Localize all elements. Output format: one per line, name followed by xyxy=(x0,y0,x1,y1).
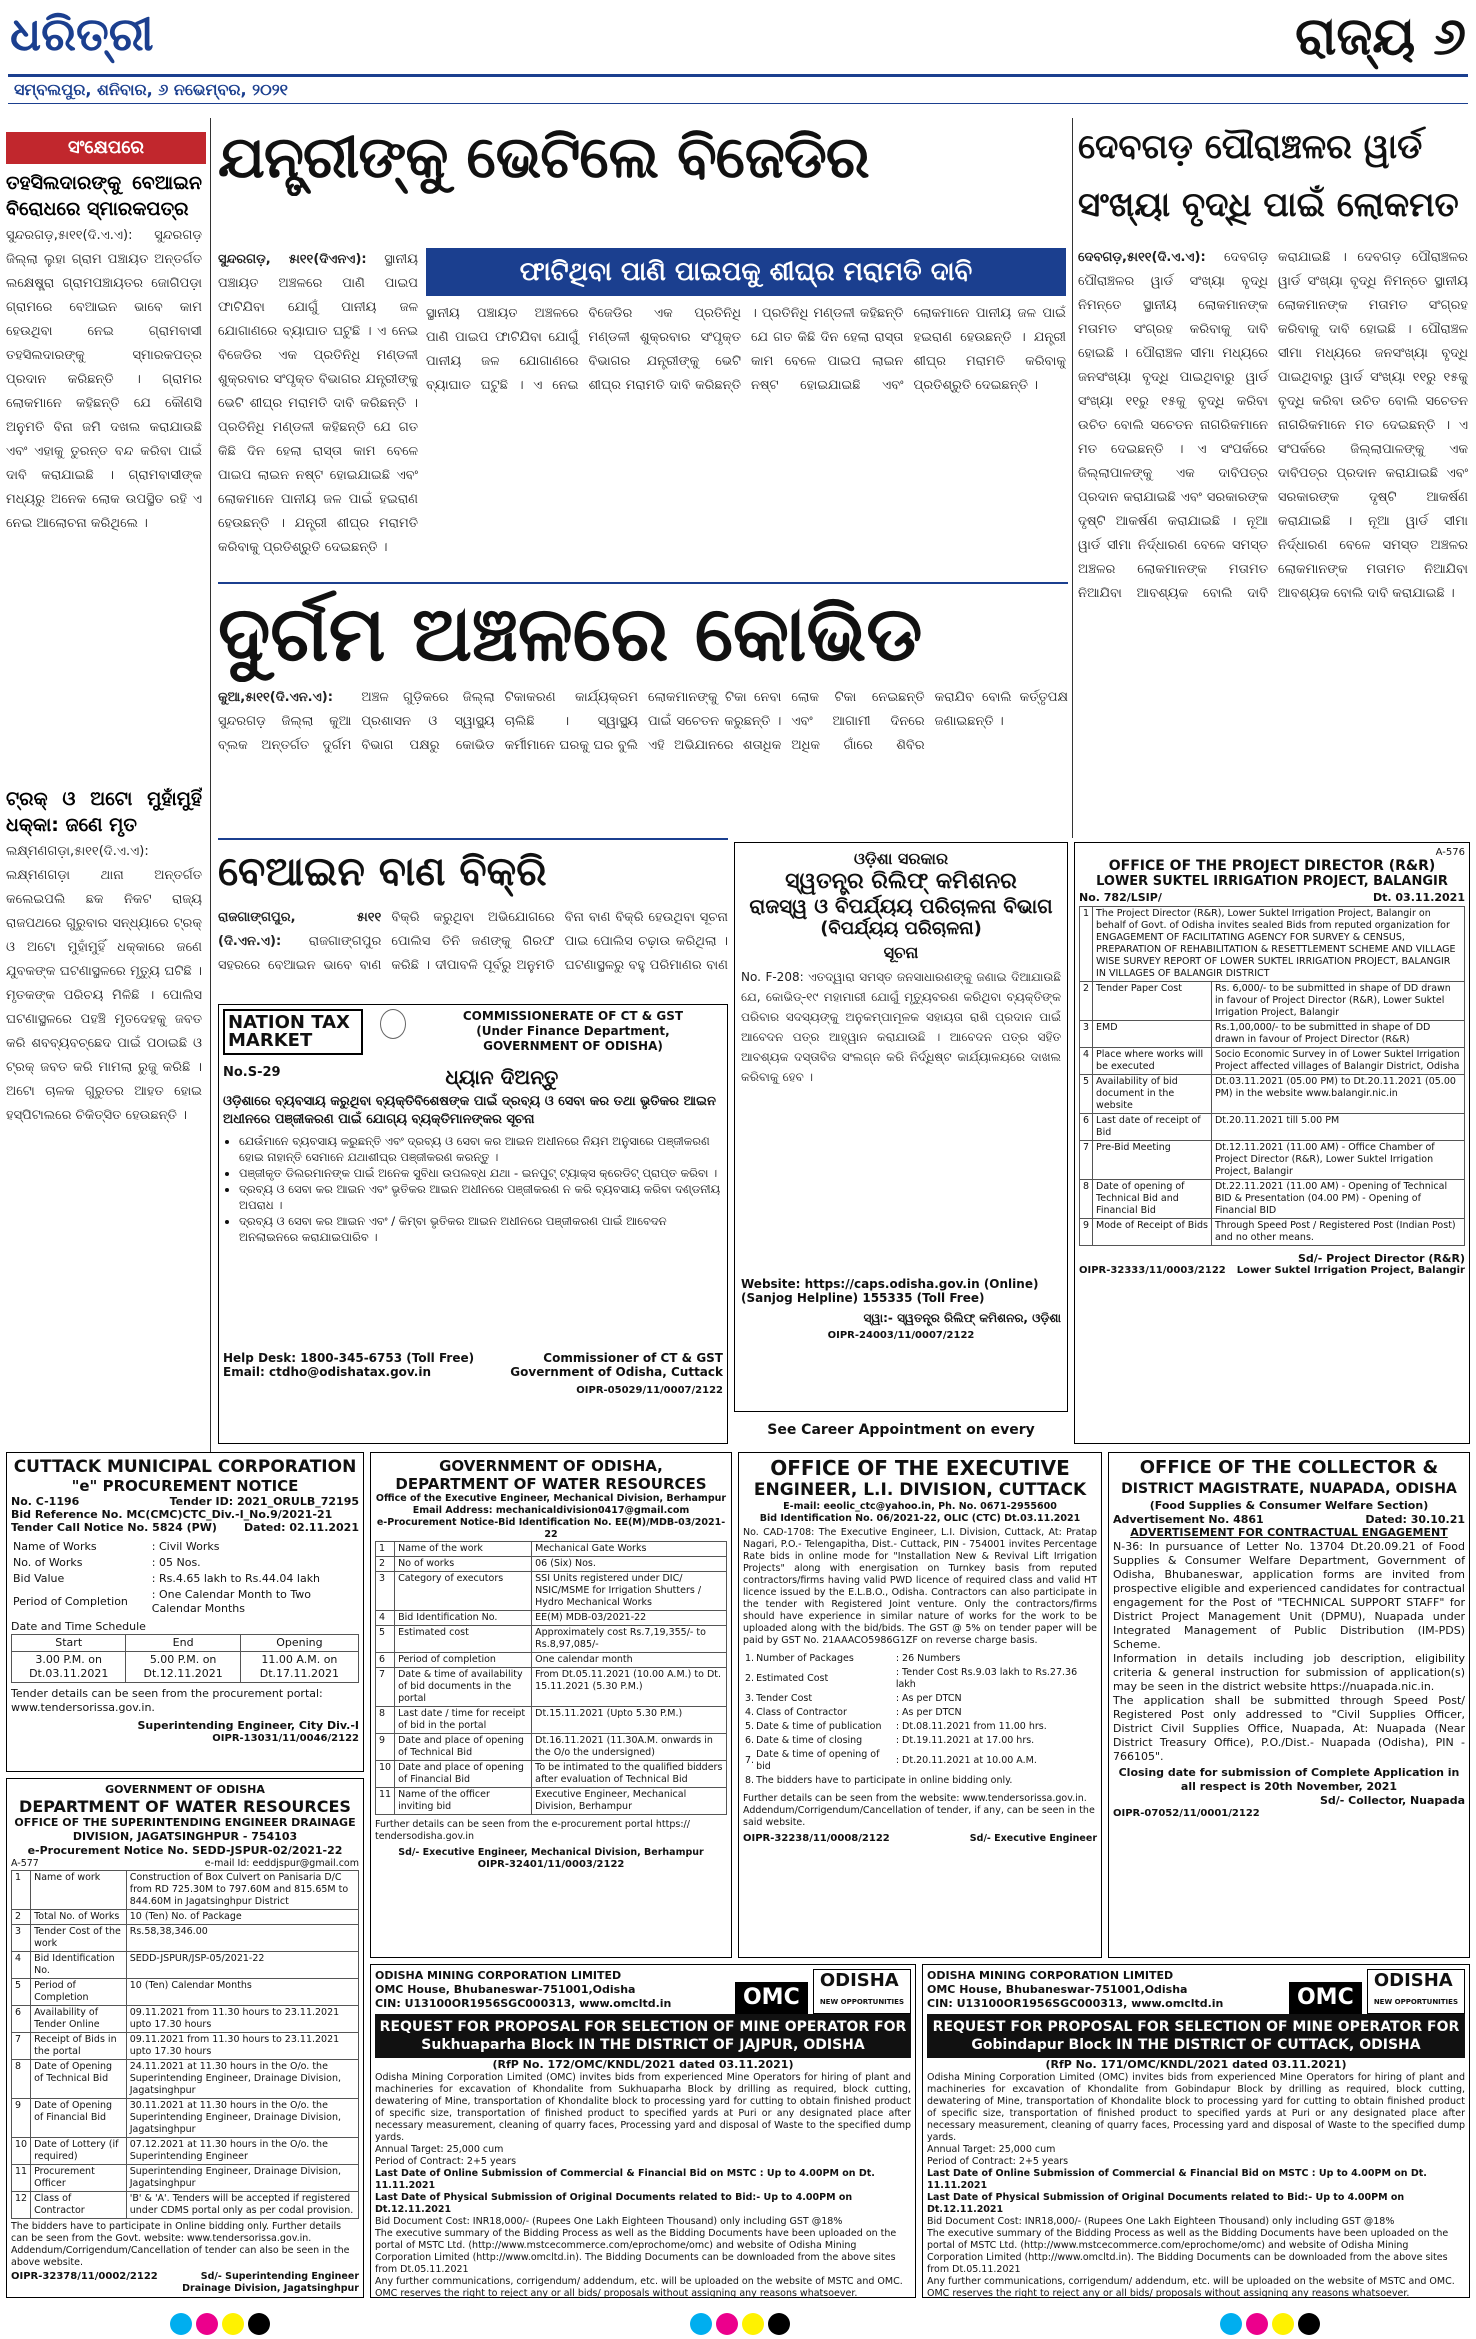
ad-email: e-mail Id: eeddjspur@gmail.com xyxy=(204,1858,359,1869)
table-row: 10 Date of Lottery (if required) 07.12.2021 at 11.30 hours in the O/o. the Superintending Engineer xyxy=(12,2138,359,2165)
odisha-logo-text: ODISHA xyxy=(819,1970,899,1991)
signature: ସ୍ୱା:- ସ୍ୱତନ୍ତ୍ର ରିଲିଫ୍ କମିଶନର, ଓଡ଼ିଶା xyxy=(863,1311,1061,1325)
ad-subtitle: GOVERNMENT OF ODISHA) xyxy=(483,1039,663,1053)
ad-cin: CIN: U13100OR1956SGC000313, www.omcltd.in xyxy=(375,1997,672,2010)
signature: Lower Suktel Irrigation Project, Balangir xyxy=(1236,1265,1465,1276)
ad-line: Any further communications, corrigendum/ addendum, etc. will be uploaded on the website of MSTC and OMC. OMC reserves the right to reject any or all bids/ proposals without assigning any reasons whatsoever. xyxy=(375,2276,903,2298)
ad-header: ଓଡ଼ିଶା ସରକାର xyxy=(853,849,949,868)
brief-title: ଟ୍ରକ୍ ଓ ଅଟୋ ମୁହାଁମୁହିଁ ଧକ୍କା: ଜଣେ ମୃତ xyxy=(6,788,202,836)
ad-rfp: (RfP No. 171/OMC/KNDL/2021 dated 03.11.2021) xyxy=(1045,2058,1347,2071)
table-row: 9 Date of Opening of Financial Bid 30.11.2021 at 11.30 hours in the O/o. the Superintending Engineer, Drainage Division, Jagatsinghpur xyxy=(12,2099,359,2138)
ad-title: ODISHA MINING CORPORATION LIMITED xyxy=(375,1969,622,1982)
headline-firecracker: ବେଆଇନ ବାଣ ବିକ୍ରି xyxy=(218,849,547,895)
registration-dot-yellow xyxy=(742,2313,764,2335)
table-row: 3 Tender Cost of the work Rs.58,38,346.00 xyxy=(12,1925,359,1952)
headline-deogarh: ଦେବଗଡ଼ ପୌରାଞ୍ଚଳର ୱାର୍ଡ ସଂଖ୍ୟା ବୃଦ୍ଧି ପାଇଁ ଲୋକମତ xyxy=(1078,127,1459,225)
ad-nuapada xyxy=(1108,1452,1470,1958)
ad-notice: e-Procurement Notice-Bid Identification No. EE(M)/MDB-03/2021-22 xyxy=(376,1517,726,1540)
table-row: 4 Bid Identification No. SEDD-JSPUR/JSP-05/2021-22 xyxy=(12,1952,359,1979)
story-right-text: ଦେବଗଡ଼ ପୌରାଞ୍ଚଳର ୱାର୍ଡ ସଂଖ୍ୟା ବୃଦ୍ଧି ନିମନ୍ତେ ସ୍ଥାନୀୟ ଲୋକମାନଙ୍କ ମତାମତ ସଂଗ୍ରହ କରିବାକୁ ଦାବି ହୋଇଛି । ପୌରାଞ୍ଚଳ ସୀମା ମଧ୍ୟରେ ଜନସଂଖ୍ୟା ବୃଦ୍ଧି ପାଇଥିବାରୁ ୱାର୍ଡ ସଂଖ୍ୟା ୧୧ରୁ ୧୫କୁ ବୃଦ୍ଧି କରିବା ଉଚିତ ବୋଲି ସଚେତନ ନାଗରିକମାନେ ମତ ଦେଇଛନ୍ତି । ଏ ସଂପର୍କରେ ଜିଲ୍ଲାପାଳଙ୍କୁ ଏକ ଦାବିପତ୍ର ପ୍ରଦାନ କରାଯାଇଛି ଏବଂ ସରକାରଙ୍କ ଦୃଷ୍ଟି ଆକର୍ଷଣ କରାଯାଇଛି । ନୂଆ ୱାର୍ଡ ସୀମା ନିର୍ଦ୍ଧାରଣ ବେଳେ ସମସ୍ତ ଅଞ୍ଚଳର ଲୋକମାନଙ୍କ ମତାମତ ନିଆଯିବା ଆବଶ୍ୟକ ବୋଲି ଦାବି କରାଯାଇଛି । xyxy=(1278,250,1468,601)
ad-title: DEPARTMENT OF WATER RESOURCES xyxy=(395,1475,707,1493)
story-right-text: ଦେବଗଡ଼ ପୌରାଞ୍ଚଳର ୱାର୍ଡ ସଂଖ୍ୟା ବୃଦ୍ଧି ନିମନ୍ତେ ସ୍ଥାନୀୟ ଲୋକମାନଙ୍କ ମତାମତ ସଂଗ୍ରହ କରିବାକୁ ଦାବି ହୋଇଛି । ପୌରାଞ୍ଚଳ ସୀମା ମଧ୍ୟରେ ଜନସଂଖ୍ୟା ବୃଦ୍ଧି ପାଇଥିବାରୁ ୱାର୍ଡ ସଂଖ୍ୟା ୧୧ରୁ ୧୫କୁ ବୃଦ୍ଧି କରିବା ଉଚିତ ବୋଲି ସଚେତନ ନାଗରିକମାନେ ମତ ଦେଇଛନ୍ତି । ଏ ସଂପର୍କରେ ଜିଲ୍ଲାପାଳଙ୍କୁ ଏକ ଦାବିପତ୍ର ପ୍ରଦାନ କରାଯାଇଛି ଏବଂ ସରକାରଙ୍କ ଦୃଷ୍ଟି ଆକର୍ଷଣ କରାଯାଇଛି । ନୂଆ ୱାର୍ଡ ସୀମା ନିର୍ଦ୍ଧାରଣ ବେଳେ ସମସ୍ତ ଅଞ୍ଚଳର ଲୋକମାନଙ୍କ ମତାମତ ନିଆଯିବା ଆବଶ୍ୟକ ବୋଲି ଦାବି କରାଯାଇଛି । xyxy=(1078,250,1347,601)
ad-omc-gobindapur xyxy=(922,1964,1470,2298)
oipr-code: OIPR-13031/11/0046/2122 xyxy=(212,1733,359,1744)
ad-address: OMC House, Bhubaneswar-751001,Odisha xyxy=(927,1983,1188,1996)
odisha-logo xyxy=(813,1969,911,2014)
ad-fields xyxy=(743,1651,1097,1789)
call-date: Dated: 02.11.2021 xyxy=(244,1521,359,1534)
ad-body: Odisha Mining Corporation Limited (OMC) invites bids from experienced Mine Operators for hiring of plant and machineries for excavation of Khondalite from Sukhuaparha Block by drilling as required, block cutting, dewatering of Mine, transportation of Khondalite block to processing yard for cutting to obtain finished product of specific size, transportation of finished product to specified yards at Puri or any designated place after necessary measurement, cleaning of quarry faces, Processing yard and disposal of Waste to the specified dump yards. xyxy=(375,2072,911,2143)
ad-title: OFFICE OF THE PROJECT DIRECTOR (R&R) xyxy=(1108,858,1436,874)
ad-drainage xyxy=(6,1778,364,2298)
ad-cin: CIN: U13100OR1956SGC000313, www.omcltd.in xyxy=(927,1997,1224,2010)
oipr-code: OIPR-05029/11/0007/2122 xyxy=(576,1385,723,1396)
career-line: See Career Appointment on every xyxy=(767,1422,1035,1438)
table-row: 2 Tender Paper Cost Rs. 6,000/- to be submitted in shape of DD drawn in favour of Project Director (R&R), Lower Suktel Irrigation Project, Balangir xyxy=(1080,982,1465,1021)
ad-omc-sukhuaparha xyxy=(370,1964,916,2298)
omc-logo: OMC xyxy=(1289,1982,1362,2014)
ad-bullets xyxy=(223,1133,723,1343)
ad-body: Information in details including job description, eligibility criteria & general instruction for submission of application(s) may be seen in the district website https://nuapada.nic.in. xyxy=(1113,1652,1465,1693)
table-row: 1 Name of the work Mechanical Gate Works xyxy=(376,1542,727,1557)
table-row: 4 Place where works will be executed Socio Economic Survey in of Lower Suktel Irrigation Project affected villages of Balangir District, Odisha xyxy=(1080,1048,1465,1075)
table-row: 8 Date of opening of Technical Bid and Financial Bid Dt.22.11.2021 (11.00 AM) - Opening of Technical BID & Presentation (04.00 PM) - Opening of Financial BID xyxy=(1080,1180,1465,1219)
table-row: 8 Last date / time for receipt of bid in the portal Dt.15.11.2021 (Upto 5.30 P.M.) xyxy=(376,1707,727,1734)
ad-portal: Further details can be seen from the e-procurement portal https:// tendersodisha.gov.in xyxy=(375,1819,690,1842)
oipr-code: OIPR-07052/11/0001/2122 xyxy=(1113,1808,1260,1819)
ad-heading: ADVERTISEMENT FOR CONTRACTUAL ENGAGEMENT xyxy=(1130,1526,1448,1539)
ad-email: Email Address: mechanicaldivision0417@gmail.com xyxy=(412,1505,690,1516)
ad-notice: ସୂଚନା xyxy=(883,943,919,962)
oipr-code: OIPR-32333/11/0003/2122 xyxy=(1079,1265,1226,1276)
table-row: 3.00 P.M. on Dt.03.11.2021 5.00 P.M. on Dt.12.11.2021 11.00 A.M. on Dt.17.11.2021 xyxy=(12,1652,359,1683)
table-row: 7. Date & time of opening of bid : Dt.20.11.2021 at 10.00 A.M. xyxy=(745,1749,1037,1772)
oipr-code: OIPR-32238/11/0008/2122 xyxy=(743,1833,890,1844)
ad-title: DISTRICT MAGISTRATE, NUAPADA, ODISHA xyxy=(1121,1481,1457,1497)
ad-title: DEPARTMENT OF WATER RESOURCES xyxy=(19,1797,351,1816)
table-row: 9 Mode of Receipt of Bids Through Speed Post / Registered Post (Indian Post) and no other means. xyxy=(1080,1219,1465,1246)
table-row: 11 Procurement Officer Superintending Engineer, Drainage Division, Jagatsinghpur xyxy=(12,2165,359,2192)
headline-covid: ଦୁର୍ଗମ ଅଞ୍ଚଳରେ କୋଭିଡ xyxy=(218,589,923,678)
ad-number: Advertisement No. 4861 xyxy=(1113,1513,1264,1526)
signature: Superintending Engineer, City Div.-I xyxy=(137,1719,359,1732)
schedule-label: Date and Time Schedule xyxy=(11,1620,146,1633)
bullet-item: • ଯେଉଁମାନେ ବ୍ୟବସାୟ କରୁଛନ୍ତି ଏବଂ ଦ୍ରବ୍ୟ ଓ ସେବା କର ଆଇନ ଅଧୀନରେ ନିୟମ ଅନୁସାରେ ପଞ୍ଜୀକରଣ ହୋଇ ନାହାନ୍ତି ସେମାନେ ଯଥାଶୀଘ୍ର ପଞ୍ଜୀକରଣ କରନ୍ତୁ । xyxy=(239,1133,723,1165)
column-rule xyxy=(1072,118,1073,838)
ad-relief xyxy=(734,842,1068,1412)
dateline: ସମ୍ବଲପୁର, ଶନିବାର, ୬ ନଭେମ୍ବର, ୨୦୨୧ xyxy=(8,74,1468,104)
omc-logo: OMC xyxy=(735,1982,808,2014)
registration-dot-black xyxy=(1298,2313,1320,2335)
bullet-item: • ଦ୍ରବ୍ୟ ଓ ସେବା କର ଆଇନ ଏବଂ ଭୃତିକର ଆଇନ ଅଧୀନରେ ପଞ୍ଜୀକରଣ ନ କରି ବ୍ୟବସାୟ କରିବା ଦଣ୍ଡନୀୟ ଅପରାଧ । xyxy=(239,1181,723,1213)
section-rule xyxy=(218,838,728,840)
table-row: Name of Works : Civil Works xyxy=(13,1540,220,1553)
ad-number: No. C-1196 xyxy=(11,1495,80,1508)
story1-body xyxy=(218,248,418,578)
registration-dot-yellow xyxy=(222,2313,244,2335)
table-row: 5 Estimated cost Approximately cost Rs.7,19,355/- to Rs.8,97,085/- xyxy=(376,1626,727,1653)
ad-portal: Tender details can be seen from the procurement portal: www.tendersorissa.gov.in. xyxy=(11,1687,323,1714)
registration-dot-cyan xyxy=(1220,2313,1242,2335)
ad-lead: ଓଡ଼ିଶାରେ ବ୍ୟବସାୟ କରୁଥିବା ବ୍ୟକ୍ତିବିଶେଷଙ୍କ ପାଇଁ ଦ୍ରବ୍ୟ ଓ ସେବା କର ତଥା ଭୃତିକର ଆଇନ ଅଧୀନରେ ପଞ୍ଜୀକରଣ ପାଇଁ ଯୋଗ୍ୟ ବ୍ୟକ୍ତିମାନଙ୍କର ସୂଚନା xyxy=(223,1094,716,1127)
ad-attention: ଧ୍ୟାନ ଦିଅନ୍ତୁ xyxy=(445,1065,559,1089)
briefs-tag: ସଂକ୍ଷେପରେ xyxy=(6,132,206,164)
table-row: Period of Completion : One Calendar Month to Two Calendar Months xyxy=(13,1588,311,1615)
signature: Sd/- Project Director (R&R) xyxy=(1297,1252,1465,1265)
story2-text: ସୁନ୍ଦରଗଡ଼ ଜିଲ୍ଲା କୁଆ ବ୍ଲକ ଅନ୍ତର୍ଗତ ଦୁର୍ଗମ ଅଞ୍ଚଳ ଗୁଡ଼ିକରେ ଜିଲ୍ଲା ପ୍ରଶାସନ ଓ ସ୍ୱାସ୍ଥ୍ୟ ବିଭାଗ ପକ୍ଷରୁ କୋଭିଡ ଟିକାକରଣ କାର୍ଯ୍ୟକ୍ରମ ଚାଲିଛି । ସ୍ୱାସ୍ଥ୍ୟ କର୍ମୀମାନେ ଘରକୁ ଘର ବୁଲି ଲୋକମାନଙ୍କୁ ଟିକା ନେବା ପାଇଁ ସଚେତନ କରୁଛନ୍ତି । ଏହି ଅଭିଯାନରେ ଶତାଧିକ ଲୋକ ଟିକା ନେଇଛନ୍ତି ଏବଂ ଆଗାମୀ ଦିନରେ ଅଧିକ ଗାଁରେ ଶିବିର କରାଯିବ ବୋଲି କର୍ତ୍ତୃପକ୍ଷ ଜଣାଇଛନ୍ତି । xyxy=(218,690,1068,753)
masthead-logo: ଧରିତ୍ରୀ xyxy=(10,6,240,68)
registration-dot-magenta xyxy=(196,2313,218,2335)
ad-subtitle: (Food Supplies & Consumer Welfare Section) xyxy=(1149,1499,1429,1512)
table-row: 8. The bidders have to participate in online bidding only. xyxy=(745,1775,1013,1786)
table-row: Start End Opening xyxy=(12,1635,359,1652)
ad-bid: Bid Identification No. 06/2021-22, OLIC (CTC) Dt.03.11.2021 xyxy=(759,1513,1081,1524)
table-row: 7 Receipt of Bids in the portal 09.11.2021 from 11.30 hours to 23.11.2021 upto 17.30 hours xyxy=(12,2033,359,2060)
ad-portal: Further details can be seen from the website: www.tendersorissa.gov.in. Addendum/Corrigendum/Cancellation of tender, if any, can be seen in the said website. xyxy=(743,1793,1095,1828)
registration-dot-magenta xyxy=(716,2313,738,2335)
table-row: 10 Date and place of opening of Financial Bid To be intimated to the qualified bidders after evaluation of Technical Bid xyxy=(376,1761,727,1788)
table-row: 2. Estimated Cost : Tender Cost Rs.9.03 lakh to Rs.27.36 lakh xyxy=(745,1667,1078,1690)
tender-id: Tender ID: 2021_ORULB_72195 xyxy=(169,1495,359,1508)
ad-rfp: (RfP No. 172/OMC/KNDL/2021 dated 03.11.2021) xyxy=(492,2058,794,2071)
story2-body xyxy=(218,686,1068,834)
table-row: 9 Date and place of opening of Technical Bid Dt.16.11.2021 (11.30A.M. onwards in the O/o the undersigned) xyxy=(376,1734,727,1761)
section-rule xyxy=(218,582,1068,584)
ad-title: GOVERNMENT OF ODISHA xyxy=(105,1783,265,1796)
registration-dot-cyan xyxy=(170,2313,192,2335)
ad-table xyxy=(1079,906,1465,1246)
table-row: 6 Period of completion One calendar month xyxy=(376,1653,727,1668)
story1-body-cont: ସ୍ଥାନୀୟ ପଞ୍ଚାୟତ ଅଞ୍ଚଳରେ ପାଣି ପାଇପ ଫାଟିଯିବା ଯୋଗୁଁ ପାନୀୟ ଜଳ ଯୋଗାଣରେ ବ୍ୟାଘାତ ଘଟୁଛି । ଏ ନେଇ ବିଜେଡିର ଏକ ପ୍ରତିନିଧି ମଣ୍ଡଳୀ ଶୁକ୍ରବାର ସଂପୃକ୍ତ ବିଭାଗର ଯନ୍ତ୍ରୀଙ୍କୁ ଭେଟି ଶୀଘ୍ର ମରାମତି ଦାବି କରିଛନ୍ତି । ପ୍ରତିନିଧି ମଣ୍ଡଳୀ କହିଛନ୍ତି ଯେ ଗତ କିଛି ଦିନ ହେଲା ରାସ୍ତା କାମ ବେଳେ ପାଇପ ଲାଇନ ନଷ୍ଟ ହୋଇଯାଇଛି ଏବଂ ଲୋକମାନେ ପାନୀୟ ଜଳ ପାଇଁ ହଇରାଣ ହେଉଛନ୍ତି । ଯନ୍ତ୍ରୀ ଶୀଘ୍ର ମରାମତି କରିବାକୁ ପ୍ରତିଶ୍ରୁତି ଦେଇଛନ୍ତି । xyxy=(426,306,1066,393)
table-row: 2 No of works 06 (Six) Nos. xyxy=(376,1557,727,1572)
ad-dept: (ବିପର୍ଯ୍ୟୟ ପରିଚାଳନା) xyxy=(820,918,982,939)
oipr-code: OIPR-24003/11/0007/2122 xyxy=(827,1330,975,1341)
bullet-item: • ଦ୍ରବ୍ୟ ଓ ସେବା କର ଆଇନ ଏବଂ / କିମ୍ବା ଭୃତିକର ଆଇନ ଅଧୀନରେ ପଞ୍ଜୀକରଣ ପାଇଁ ଆବେଦନ ଅନଲାଇନରେ କରାଯାଇପାରିବ । xyxy=(239,1213,723,1245)
ad-table xyxy=(11,1870,359,2219)
ad-line: The executive summary of the Bidding Process as well as the Bidding Documents have been uploaded on the portal of MSTC Ltd. (http://www.mstcecommerce.com/eprochome/omc) and website of Odisha Mining Corporation Limited (http://www.omcltd.in). The Bidding Documents can be downloaded from the above sites from Dt.05.11.2021 xyxy=(375,2228,897,2275)
ad-body: Odisha Mining Corporation Limited (OMC) invites bids from experienced Mine Operators for hiring of plant and machineries for excavation of Khondalite from Gobindapur Block by drilling as required, block cutting, dewatering of Mine, transportation of Khondalite block to processing yard for cutting to obtain finished product of specific size, transportation of finished product to specified yards at Puri or any designated place after necessary measurement, cleaning of quarry faces, Processing yard and disposal of Waste to the specified dump yards. xyxy=(927,2072,1465,2143)
ad-title: OFFICE OF THE EXECUTIVE xyxy=(770,1456,1070,1480)
table-row: 5. Date & time of publication : Dt.08.11.2021 from 11.00 hrs. xyxy=(745,1721,1047,1732)
odisha-logo xyxy=(1367,1969,1465,2014)
brief-body: ସୁନ୍ଦରଗଡ଼,୫ା୧୧(ଦି.ଏ.ଏ): ସୁନ୍ଦରଗଡ଼ ଜିଲ୍ଲା ଲୁହା ଗ୍ରାମ ପଞ୍ଚାୟତ ଅନ୍ତର୍ଗତ ଲକ୍ଷେଷ୍ମ୍ରା ଗ୍ରାମପଞ୍ଚାୟତର ଜୋଗିପଡ଼ା ଗ୍ରାମରେ ବେଆଇନ ଭାବେ କାମ ହେଉଥିବା ନେଇ ଗ୍ରାମବାସୀ ତହସିଲଦାରଙ୍କୁ ସ୍ମାରକପତ୍ର ପ୍ରଦାନ କରିଛନ୍ତି । ଗ୍ରାମର ଲୋକମାନେ କହିଛନ୍ତି ଯେ କୌଣସି ଅନୁମତି ବିନା ଜମି ଦଖଲ କରାଯାଉଛି ଏବଂ ଏହାକୁ ତୁରନ୍ତ ବନ୍ଦ କରିବା ପାଇଁ ଦାବି କରାଯାଇଛି । ଗ୍ରାମବାସୀଙ୍କ ମଧ୍ୟରୁ ଅନେକ ଲୋକ ଉପସ୍ଥିତ ରହି ଏ ନେଇ ଆଲୋଚନା କରିଥିଲେ । xyxy=(6,228,202,531)
ad-body: No. F-208: ଏତଦ୍ୱାରା ସମସ୍ତ ଜନସାଧାରଣଙ୍କୁ ଜଣାଇ ଦିଆଯାଉଛି ଯେ, କୋଭିଡ୍-୧୯ ମହାମାରୀ ଯୋଗୁଁ ମୃତ୍ୟୁବରଣ କରିଥିବା ବ୍ୟକ୍ତିଙ୍କ ପରିବାର ସଦସ୍ୟଙ୍କୁ ଅନୁକମ୍ପାମୂଳକ ସହାୟତା ରାଶି ପ୍ରଦାନ ପାଇଁ ଆବେଦନ ପତ୍ର ଆହ୍ୱାନ କରାଯାଉଛି । ଆବେଦନ ପତ୍ର ସହିତ ଆବଶ୍ୟକ ଦସ୍ତାବିଜ ସଂଲଗ୍ନ କରି ନିର୍ଦ୍ଧିଷ୍ଟ କାର୍ଯ୍ୟାଳୟରେ ଦାଖଲ କରିବାକୁ ହେବ । xyxy=(741,970,1061,1084)
ad-li-division xyxy=(738,1452,1102,1958)
registration-dot-yellow xyxy=(1272,2313,1294,2335)
masthead-logo-latin xyxy=(32,52,96,68)
ad-line: Period of Contract: 2+5 years xyxy=(927,2156,1069,2167)
ad-subtitle: (Under Finance Department, xyxy=(476,1024,670,1038)
signature: Government of Odisha, Cuttack xyxy=(510,1365,723,1379)
table-row: 6 Last date of receipt of Bid Dt.20.11.2021 till 5.00 PM xyxy=(1080,1114,1465,1141)
schedule-table xyxy=(11,1634,359,1683)
ad-line: Any further communications, corrigendum/ addendum, etc. will be uploaded on the website of MSTC and OMC. OMC reserves the right to reject any or all bids/ proposals without assigning any reasons whatsoever. xyxy=(927,2276,1455,2298)
ad-title: LOWER SUKTEL IRRIGATION PROJECT, BALANGIR xyxy=(1096,874,1448,889)
ad-subtitle: Office of the Executive Engineer, Mechanical Division, Berhampur xyxy=(375,1493,727,1504)
table-row: 7 Date & time of availability of bid documents in the portal From Dt.05.11.2021 (10.00 A.M.) to Dt. 15.11.2021 (5.30 P.M.) xyxy=(376,1668,727,1707)
brief-body: ଲକ୍ଷ୍ମଣଗଡ଼ା,୫ା୧୧(ଦି.ଏ.ଏ): ଲକ୍ଷ୍ମଣଗଡ଼ା ଥାନା ଅନ୍ତର୍ଗତ କଲେଇପଲି ଛକ ନିକଟ ରାଜ୍ୟ ରାଜପଥରେ ଗୁରୁବାର ସନ୍ଧ୍ୟାରେ ଟ୍ରକ୍ ଓ ଅଟୋ ମୁହାଁମୁହିଁ ଧକ୍କାରେ ଜଣେ ଯୁବକଙ୍କ ଘଟଣାସ୍ଥଳରେ ମୃତ୍ୟୁ ଘଟିଛି । ମୃତକଙ୍କ ପରିଚୟ ମିଳିଛି । ପୋଲିସ ଘଟଣାସ୍ଥଳରେ ପହଞ୍ଚି ମୃତଦେହକୁ ଜବତ କରି ଶବବ୍ୟବଚ୍ଛେଦ ପାଇଁ ପଠାଇଛି ଓ ଟ୍ରକ୍ ଜବତ କରି ମାମଲା ରୁଜୁ କରିଛି । ଅଟୋ ଚାଳକ ଗୁରୁତର ଆହତ ହୋଇ ହସ୍ପିଟାଲରେ ଚିକିତ୍ସିତ ହେଉଛନ୍ତି । xyxy=(6,844,202,1123)
nation-tax-logo: NATION TAX MARKET xyxy=(223,1009,363,1055)
email: Email: ctdho@odishatax.gov.in xyxy=(223,1365,431,1379)
ad-line: The executive summary of the Bidding Process as well as the Bidding Documents have been uploaded on the portal of MSTC Ltd. (http://www.mstcecommerce.com/eprochome/omc) and website of Odisha Mining Corporation Limited (http://www.omcltd.in). The Bidding Documents can be downloaded from the above sites from Dt.05.11.2021 xyxy=(927,2228,1449,2275)
section-title: ରାଜ୍ୟ ୬ xyxy=(1295,7,1466,67)
story1-text: ସ୍ଥାନୀୟ ପଞ୍ଚାୟତ ଅଞ୍ଚଳରେ ପାଣି ପାଇପ ଫାଟିଯିବା ଯୋଗୁଁ ପାନୀୟ ଜଳ ଯୋଗାଣରେ ବ୍ୟାଘାତ ଘଟୁଛି । ଏ ନେଇ ବିଜେଡିର ଏକ ପ୍ରତିନିଧି ମଣ୍ଡଳୀ ଶୁକ୍ରବାର ସଂପୃକ୍ତ ବିଭାଗର ଯନ୍ତ୍ରୀଙ୍କୁ ଭେଟି ଶୀଘ୍ର ମରାମତି ଦାବି କରିଛନ୍ତି । ପ୍ରତିନିଧି ମଣ୍ଡଳୀ କହିଛନ୍ତି ଯେ ଗତ କିଛି ଦିନ ହେଲା ରାସ୍ତା କାମ ବେଳେ ପାଇପ ଲାଇନ ନଷ୍ଟ ହୋଇଯାଇଛି ଏବଂ ଲୋକମାନେ ପାନୀୟ ଜଳ ପାଇଁ ହଇରାଣ ହେଉଛନ୍ତି । ଯନ୍ତ୍ରୀ ଶୀଘ୍ର ମରାମତି କରିବାକୁ ପ୍ରତିଶ୍ରୁତି ଦେଇଛନ୍ତି । xyxy=(218,252,418,555)
call-notice: Tender Call Notice No. 5824 (PW) xyxy=(11,1521,217,1534)
registration-dot-cyan xyxy=(690,2313,712,2335)
ad-notice: e-Procurement Notice No. SEDD-JSPUR-02/2021-22 xyxy=(27,1844,343,1857)
table-row: 7 Pre-Bid Meeting Dt.12.11.2021 (11.00 AM) - Office Chamber of Project Director (R&R), Lower Suktel Irrigation Project, Balangir xyxy=(1080,1141,1465,1180)
table-row: 5 Availability of bid document in the website Dt.03.11.2021 (05.00 PM) to Dt.20.11.2021 (05.00 PM) in the website www.balangir.nic.in xyxy=(1080,1075,1465,1114)
signature: Sd/- Superintending Engineer xyxy=(200,2271,359,2282)
story3-text: ରାଜଗାଙ୍ଗପୁର ସହରରେ ବେଆଇନ ଭାବେ ବାଣ ବିକ୍ରି କରୁଥିବା ଅଭିଯୋଗରେ ପୋଲିସ ତିନି ଜଣଙ୍କୁ ଗିରଫ କରିଛି । ଦୀପାବଳି ପୂର୍ବରୁ ଅନୁମତି ବିନା ବାଣ ବିକ୍ରି ହେଉଥିବା ସୂଚନା ପାଇ ପୋଲିସ ଚଢ଼ାଉ କରିଥିଲା । ଘଟଣାସ୍ଥଳରୁ ବହୁ ପରିମାଣର ବାଣ xyxy=(218,910,728,973)
brief-title: ତହସିଲଦାରଙ୍କୁ ବେଆଇନ ବିରୋଧରେ ସ୍ମାରକପତ୍ର xyxy=(6,172,202,220)
ad-title: ENGINEER, L.I. DIVISION, CUTTACK xyxy=(753,1480,1087,1500)
ad-line: Period of Contract: 2+5 years xyxy=(375,2156,517,2167)
ad-website: Website: https://caps.odisha.gov.in (Online) xyxy=(741,1277,1039,1291)
ad-line: Annual Target: 25,000 cum xyxy=(927,2144,1056,2155)
ad-date: Dt. 03.11.2021 xyxy=(1373,891,1465,904)
table-row: 4 Bid Identification No. EE(M) MDB-03/2021-22 xyxy=(376,1611,727,1626)
ad-cmc xyxy=(6,1452,364,1772)
signature: Commissioner of CT & GST xyxy=(543,1351,723,1365)
table-row: 1 The Project Director (R&R), Lower Suktel Irrigation Project, Balangir on behalf of Govt. of Odisha invites sealed Bids from reputed organization for ENGAGEMENT OF FACILITATING AGENCY FOR SURVEY & CENSUS, PREPARATION OF REHABILITATION & RESETTLEMENT SCHEME AND VILLAGE WISE SURVEY REPORT OF LOWER SUKTEL IRRIGATION PROJECT, BALANGIR IN VILLAGES OF BALANGIR DISTRICT xyxy=(1080,907,1465,982)
ad-subtitle: OFFICE OF THE SUPERINTENDING ENGINEER DRAINAGE DIVISION, JAGATSINGHPUR - 754103 xyxy=(14,1816,356,1843)
signature: Drainage Division, Jagatsinghpur xyxy=(182,2283,359,2294)
ad-title: GOVERNMENT OF ODISHA, xyxy=(439,1457,663,1475)
table-row: 12 Class of Contractor 'B' & 'A'. Tenders will be accepted if registered under CDMS portal only as per codal provision. xyxy=(12,2192,359,2219)
table-row: 11 Name of the officer inviting bid Executive Engineer, Mechanical Division, Berhampur xyxy=(376,1788,727,1815)
table-row: 3. Tender Cost : As per DTCN xyxy=(745,1693,962,1704)
subhead-pipe: ଫାଟିଥିବା ପାଣି ପାଇପକୁ ଶୀଘ୍ର ମରାମତି ଦାବି xyxy=(426,248,1066,296)
headline-ministers: ଯନ୍ତ୍ରୀଙ୍କୁ ଭେଟିଲେ ବିଜେଡିର xyxy=(218,123,869,191)
registration-dot-magenta xyxy=(1246,2313,1268,2335)
ad-title: CUTTACK MUNICIPAL CORPORATION xyxy=(13,1457,357,1477)
table-row: 6. Date & time of closing : Dt.19.11.2021 at 17.00 hrs. xyxy=(745,1735,1035,1746)
bullet-item: • ପଞ୍ଜୀକୃତ ଡିଲରମାନଙ୍କ ପାଇଁ ଅନେକ ସୁବିଧା ଉପଲବ୍ଧ ଯଥା - ଇନପୁଟ୍ ଟ୍ୟାକ୍ସ କ୍ରେଡିଟ୍ ପ୍ରାପ୍ତ କରିବା । xyxy=(239,1165,723,1181)
ad-line: Bid Document Cost: INR18,000/- (Rupees One Lakh Eighteen Thousand) only including GST @18% xyxy=(927,2216,1395,2227)
story3-body xyxy=(218,906,728,996)
table-row: Bid Value : Rs.4.65 lakh to Rs.44.04 lakh xyxy=(13,1572,321,1585)
odisha-logo-sub: NEW OPPORTUNITIES xyxy=(1373,1998,1458,2006)
ad-body: No. CAD-1708: The Executive Engineer, L.I. Division, Cuttack, At: Pratap Nagari, P.O.- Telengapitha, Dist.- Cuttack, PIN - 754001 invites Percentage Rate bids in online mode for "Installation New & Revival Lift Irrigation Projects" along with energisation on Turnkey basis from reputed contractors/firms having valid PWD licence of required class and valid HT licence issued by the E.L.B.O., Odisha. Contractors can also participate in the tender with Registered Joint venture. Only the contractors/firms should have experience in similar nature of works for the work to be uploaded along with the bid/bids. The GST @ 5% on tender paper will be paid by GST No. 21AAACO5986G1ZF on reverse charge basis. xyxy=(743,1527,1097,1646)
ad-title: OFFICE OF THE COLLECTOR & xyxy=(1139,1457,1439,1478)
odisha-logo-text: ODISHA xyxy=(1373,1970,1453,1991)
table-row: 1. Number of Packages : 26 Numbers xyxy=(745,1653,961,1664)
signature: Sd/- Collector, Nuapada xyxy=(1319,1794,1465,1807)
ad-line: Annual Target: 25,000 cum xyxy=(375,2144,504,2155)
ad-number: No. 782/LSIP/ xyxy=(1079,891,1162,904)
ad-line: Last Date of Physical Submission of Original Documents related to Bid:- Up to 4.00PM on Dt.12.11.2021 xyxy=(375,2192,853,2215)
odisha-logo-sub: NEW OPPORTUNITIES xyxy=(819,1998,904,2006)
ad-dowr xyxy=(370,1452,732,1958)
ad-title: COMMISSIONERATE OF CT & GST xyxy=(462,1009,684,1023)
ad-line: Last Date of Online Submission of Commercial & Financial Bid on MSTC : Up to 4.00PM on Dt. 11.11.2021 xyxy=(375,2168,875,2191)
ad-fields xyxy=(11,1538,359,1618)
table-row: 8 Date of Opening of Technical Bid 24.11.2021 at 11.30 hours in the O/o. the Superintending Engineer, Drainage Division, Jagatsinghpur xyxy=(12,2060,359,2099)
ad-table xyxy=(375,1541,727,1815)
ad-helpline: (Sanjog Helpline) 155335 (Toll Free) xyxy=(741,1291,985,1305)
ad-body: The application shall be submitted through Speed Post/ Registered Post only addressed to "Civil Supplies Officer, District Civil Supplies Office, Nuapada, At: Nuapada (Near District Treasury Office), P.O./Dist.- Nuapada (Odisha), PIN - 766105". xyxy=(1113,1694,1465,1763)
column-rule xyxy=(210,118,211,1478)
byline: ସୁନ୍ଦରଗଡ଼, ୫ା୧୧(ଦିଏନଏ): xyxy=(218,252,367,267)
table-row: 3 Category of executors SSI Units registered under DIC/ NSIC/MSME for Irrigation Shutters / Hydro Mechanical Works xyxy=(376,1572,727,1611)
table-row: 3 EMD Rs.1,00,000/- to be submitted in shape of DD drawn in favour of Project Director (R&R) xyxy=(1080,1021,1465,1048)
briefs-column xyxy=(6,168,202,1468)
signature: Sd/- Executive Engineer xyxy=(969,1833,1097,1844)
registration-dot-black xyxy=(248,2313,270,2335)
oipr-code: OIPR-32401/11/0003/2122 xyxy=(477,1859,625,1870)
byline: କୁଆ,୫ା୧୧(ଦି.ଏନ.ଏ): xyxy=(218,690,333,705)
ad-closing: Closing date for submission of Complete Application in all respect is 20th November, 2021 xyxy=(1118,1766,1460,1793)
ad-line: Last Date of Physical Submission of Original Documents related to Bid:- Up to 4.00PM on Dt.12.11.2021 xyxy=(927,2192,1405,2215)
ad-date: Dated: 30.10.21 xyxy=(1365,1513,1465,1526)
ad-dept: ରାଜସ୍ୱ ଓ ବିପର୍ଯ୍ୟୟ ପରିଚାଳନା ବିଭାଗ xyxy=(749,894,1053,918)
ad-dept: ସ୍ୱତନ୍ତ୍ର ରିଲିଫ୍ କମିଶନର xyxy=(785,869,1017,894)
ad-line: Last Date of Online Submission of Commercial & Financial Bid on MSTC : Up to 4.00PM on Dt. 11.11.2021 xyxy=(927,2168,1427,2191)
ad-project xyxy=(1074,842,1470,1444)
ad-tax xyxy=(218,1004,728,1444)
ad-portal: The bidders have to participate in Online bidding only. Further details can be seen from the Govt. website: www.tendersorissa.gov.in. Addendum/Corrigendum/Cancellation of tender can also be seen in the above website. xyxy=(11,2221,350,2268)
byline: ଦେବଗଡ଼,୫ା୧୧(ଦି.ଏ.ଏ): xyxy=(1078,250,1206,265)
story-right-body xyxy=(1078,246,1468,836)
table-row: 6 Availability of Tender Online 09.11.2021 from 11.30 hours to 23.11.2021 upto 17.30 hours xyxy=(12,2006,359,2033)
table-row: 2 Total No. of Works 10 (Ten) No. of Package xyxy=(12,1910,359,1925)
table-row: No. of Works : 05 Nos. xyxy=(13,1556,201,1569)
ad-title: ODISHA MINING CORPORATION LIMITED xyxy=(927,1969,1174,1982)
helpdesk: Help Desk: 1800-345-6753 (Toll Free) xyxy=(223,1351,475,1365)
ad-band: REQUEST FOR PROPOSAL FOR SELECTION OF MINE OPERATOR FOR Sukhuaparha Block IN THE DISTRICT OF JAJPUR, ODISHA xyxy=(375,2014,911,2058)
table-row: 4. Class of Contractor : As per DTCN xyxy=(745,1707,962,1718)
ad-line: Bid Document Cost: INR18,000/- (Rupees One Lakh Eighteen Thousand) only including GST @18% xyxy=(375,2216,843,2227)
byline: ରାଜଗାଙ୍ଗପୁର, ୫ା୧୧ (ଦି.ଏନ.ଏ): xyxy=(218,910,382,949)
ad-body: N-36: In pursuance of Letter No. 13704 Dt.20.09.21 of Food Supplies & Consumer Welfare Department, Government of Odisha, Bhubaneswar, application forms are invited from prospective eligible and experienced candidates for contractual engagement for the Post of "TECHNICAL SUPPORT STAFF" for District Project Management Unit (DPMU), Nuapada under Integrated Management of Public Distribution (IM-PDS) Scheme. xyxy=(1113,1540,1465,1651)
registration-dot-black xyxy=(768,2313,790,2335)
ad-subtitle: "e" PROCUREMENT NOTICE xyxy=(71,1477,299,1495)
table-row: 1 Name of work Construction of Box Culvert on Panisaria D/C from RD 725.30M to 797.60M and 815.65M to 844.60M in Jagatsinghpur District xyxy=(12,1871,359,1910)
oipr-code: OIPR-32378/11/0002/2122 xyxy=(11,2271,158,2282)
table-row: 5 Period of Completion 10 (Ten) Calendar Months xyxy=(12,1979,359,2006)
ad-band: REQUEST FOR PROPOSAL FOR SELECTION OF MINE OPERATOR FOR Gobindapur Block IN THE DISTRICT OF CUTTACK, ODISHA xyxy=(927,2014,1465,2058)
ad-address: OMC House, Bhubaneswar-751001,Odisha xyxy=(375,1983,636,1996)
ad-ref: A-577 xyxy=(11,1858,39,1869)
emblem-icon xyxy=(380,1009,406,1039)
ad-email: E-mail: eeolic_ctc@yahoo.in, Ph. No. 0671-2955600 xyxy=(783,1501,1057,1512)
bid-ref: Bid Reference No. MC(CMC)CTC_Div.-I_No.9/2021-21 xyxy=(11,1508,333,1521)
ad-ref: A-576 xyxy=(1435,847,1465,858)
ad-number: No.S-29 xyxy=(223,1065,281,1080)
signature: Sd/- Executive Engineer, Mechanical Division, Berhampur xyxy=(398,1847,704,1858)
